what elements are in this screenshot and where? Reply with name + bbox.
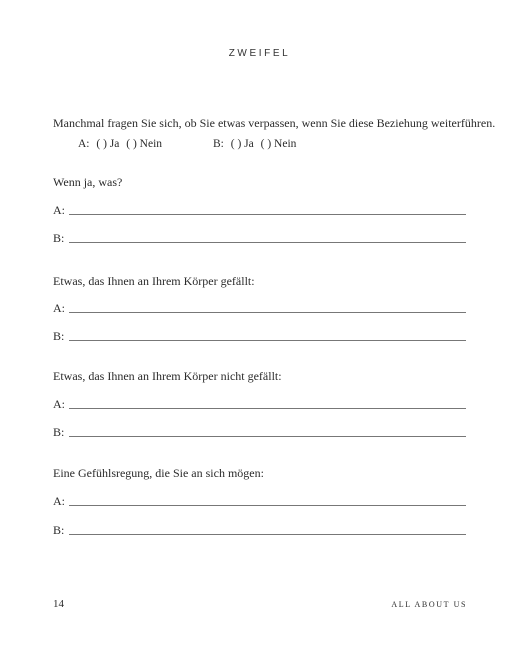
choice-a-yes[interactable]: ( ) Ja <box>96 138 120 150</box>
answer-rule <box>69 214 466 215</box>
answer-label: B: <box>53 523 65 537</box>
book-title: ALL ABOUT US <box>391 600 467 609</box>
answer-rule <box>69 312 466 313</box>
answer-label: A: <box>53 203 65 217</box>
answer-line-b[interactable] <box>53 425 466 441</box>
choice-b-no[interactable]: ( ) Nein <box>260 138 297 150</box>
answer-label: A: <box>53 494 65 508</box>
answer-label: A: <box>53 397 65 411</box>
answer-rule <box>69 242 466 243</box>
answer-line-b[interactable] <box>53 523 466 539</box>
page-number: 14 <box>53 598 64 610</box>
choice-group-a <box>78 138 166 150</box>
choice-group-b <box>213 138 300 150</box>
answer-line-a[interactable] <box>53 494 466 510</box>
answer-label: B: <box>53 329 65 343</box>
choice-a-label: A: <box>78 138 90 150</box>
answer-line-a[interactable] <box>53 301 466 317</box>
answer-line-b[interactable] <box>53 231 466 247</box>
answer-label: A: <box>53 301 65 315</box>
answer-line-a[interactable] <box>53 203 466 219</box>
question-text: Wenn ja, was? <box>53 175 123 189</box>
answer-rule <box>69 408 466 409</box>
page-title: ZWEIFEL <box>228 48 291 59</box>
choice-b-label: B: <box>213 138 224 150</box>
yes-no-choices <box>78 138 297 150</box>
answer-rule <box>69 340 466 341</box>
answer-rule <box>69 534 466 535</box>
question-text: Etwas, das Ihnen an Ihrem Körper nicht gefällt: <box>53 369 282 383</box>
answer-rule <box>69 436 466 437</box>
question-text: Etwas, das Ihnen an Ihrem Körper gefällt: <box>53 274 255 288</box>
answer-label: B: <box>53 231 65 245</box>
choice-b-yes[interactable]: ( ) Ja <box>230 138 254 150</box>
choice-a-no[interactable]: ( ) Nein <box>126 138 163 150</box>
answer-line-a[interactable] <box>53 397 466 413</box>
answer-line-b[interactable] <box>53 329 466 345</box>
question-text: Eine Gefühlsregung, die Sie an sich mögen: <box>53 466 264 480</box>
answer-label: B: <box>53 425 65 439</box>
answer-rule <box>69 505 466 506</box>
question-text: Manchmal fragen Sie sich, ob Sie etwas verpassen, wenn Sie diese Beziehung weiterführen. <box>53 116 496 130</box>
